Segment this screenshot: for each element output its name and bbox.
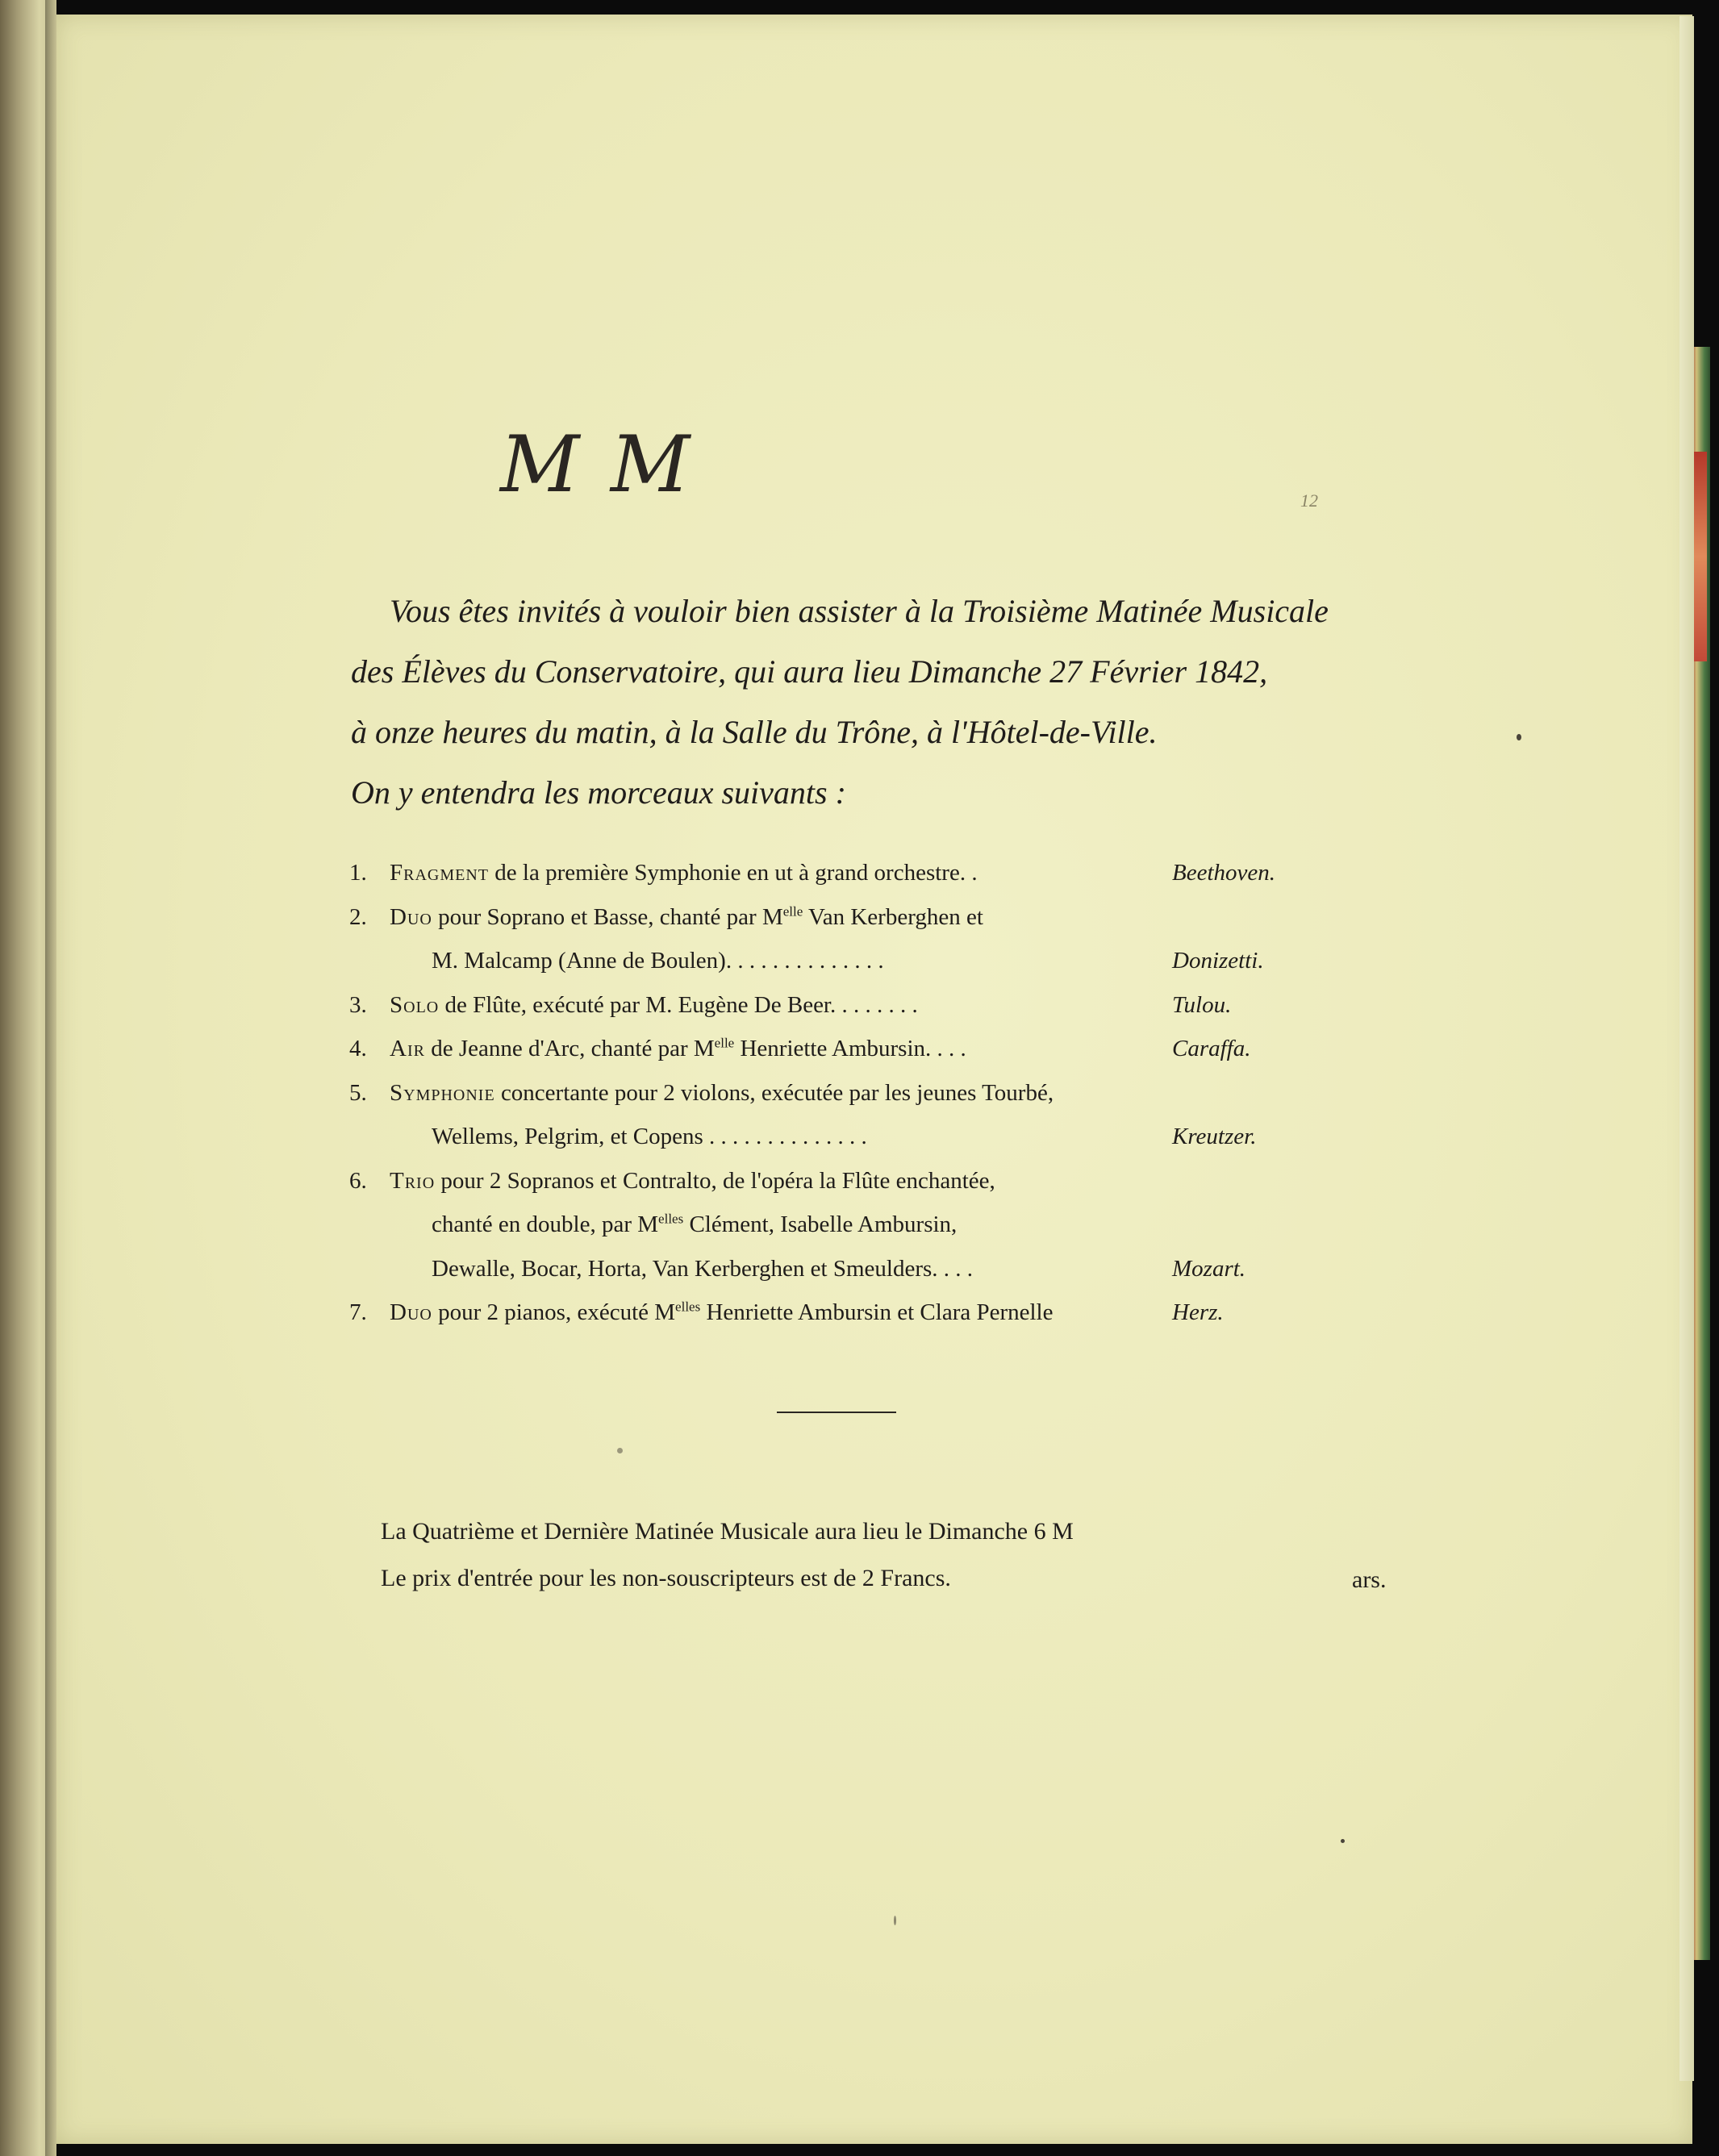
program-number: 4. (349, 1036, 367, 1061)
piece-description: chanté en double, par M (432, 1211, 659, 1237)
book-gutter (45, 0, 56, 2156)
program-row (349, 1115, 1390, 1159)
program-text (390, 1071, 1054, 1116)
divider-rule (777, 1412, 896, 1413)
program-list (349, 851, 1390, 1335)
composer-name: Donizetti. (1172, 948, 1264, 974)
title-abbreviation: elles (658, 1211, 684, 1227)
note-line: Le prix d'entrée pour les non-souscripteurs est de 2 Francs. (381, 1565, 951, 1591)
program-row (349, 1159, 1390, 1203)
program-number: 5. (349, 1079, 367, 1106)
composer-name: Herz. (1172, 1299, 1224, 1325)
piece-description: de Jeanne d'Arc, chanté par M (424, 1036, 715, 1061)
program-text (432, 1115, 867, 1159)
paper-speck (1517, 734, 1521, 740)
footer-notes (381, 1508, 1429, 1602)
program-row (349, 895, 1390, 940)
composer-name: Beethoven. (1172, 860, 1276, 886)
piece-description: concertante pour 2 violons, exécutée par les jeunes Tourbé, (494, 1079, 1054, 1106)
piece-description: pour 2 Sopranos et Contralto, de l'opéra la Flûte enchantée, (435, 1167, 995, 1194)
program-row (349, 983, 1390, 1028)
title-abbreviation: elle (714, 1035, 735, 1051)
program-row (349, 1203, 1390, 1247)
piece-description: M. Malcamp (Anne de Boulen). . . . . . . . . . . . . . (432, 948, 884, 974)
piece-description: Dewalle, Bocar, Horta, Van Kerberghen et Smeulders. . . . (432, 1255, 974, 1282)
program-row (349, 1291, 1390, 1335)
program-number: 1. (349, 860, 367, 886)
program-row (349, 1071, 1390, 1116)
stray-fragment: ars. (1352, 1566, 1387, 1593)
intro-line: à onze heures du matin, à la Salle du Trône, à l'Hôtel-de-Ville. (351, 714, 1158, 750)
program-text (390, 851, 978, 895)
program-row (349, 939, 1390, 983)
margin-note: 12 (1300, 490, 1318, 511)
salutation-heading: M M (500, 419, 694, 510)
program-row (349, 1027, 1390, 1071)
composer-name: Kreutzer. (1172, 1124, 1257, 1149)
piece-type: Solo (390, 991, 440, 1018)
program-number: 3. (349, 991, 367, 1018)
program-text (432, 1203, 957, 1247)
intro-line: On y entendra les morceaux suivants : (351, 774, 846, 811)
paper-speck (894, 1916, 896, 1925)
composer-name: Mozart. (1172, 1255, 1246, 1282)
composer-name: Caraffa. (1172, 1036, 1251, 1061)
program-text (432, 939, 884, 983)
title-abbreviation: elle (782, 903, 803, 919)
piece-type: Symphonie (390, 1079, 495, 1106)
piece-description: Wellems, Pelgrim, et Copens . . . . . . . . . . . . . . (432, 1124, 867, 1149)
piece-description: Henriette Ambursin et Clara Pernelle (700, 1299, 1054, 1325)
paper-speck (617, 1448, 623, 1453)
paper-speck (1341, 1839, 1345, 1843)
program-text (390, 1291, 1053, 1335)
page-edge (1679, 16, 1694, 2081)
program-number: 7. (349, 1299, 367, 1325)
program-row (349, 851, 1390, 895)
program-row (349, 1247, 1390, 1291)
piece-description: de la première Symphonie en ut à grand orchestre. . (489, 860, 978, 886)
program-text (390, 1027, 966, 1071)
piece-description: pour Soprano et Basse, chanté par M (432, 903, 783, 930)
composer-name: Tulou. (1172, 991, 1232, 1018)
note-line: La Quatrième et Dernière Matinée Musicale aura lieu le Dimanche 6 M (381, 1518, 1074, 1545)
piece-description: Van Kerberghen et (803, 903, 983, 930)
piece-description: de Flûte, exécuté par M. Eugène De Beer. . . . . . . . (439, 991, 918, 1018)
program-text (390, 983, 918, 1028)
piece-type: Trio (390, 1167, 436, 1194)
piece-type: Duo (390, 1299, 432, 1325)
piece-description: pour 2 pianos, exécuté M (432, 1299, 676, 1325)
piece-description: Clément, Isabelle Ambursin, (683, 1211, 958, 1237)
program-number: 6. (349, 1167, 367, 1194)
program-text (390, 1159, 995, 1203)
program-number: 2. (349, 903, 367, 930)
title-abbreviation: elles (675, 1299, 701, 1315)
piece-type: Air (390, 1036, 425, 1061)
program-text (432, 1247, 973, 1291)
intro-line: des Élèves du Conservatoire, qui aura lieu Dimanche 27 Février 1842, (351, 653, 1268, 690)
invitation-text (351, 581, 1343, 823)
program-text (390, 895, 983, 940)
piece-type: Duo (390, 903, 432, 930)
piece-description: Henriette Ambursin. . . . (734, 1036, 966, 1061)
intro-line: Vous êtes invités à vouloir bien assister à la Troisième Matinée Musicale (390, 593, 1329, 629)
piece-type: Fragment (390, 860, 490, 886)
